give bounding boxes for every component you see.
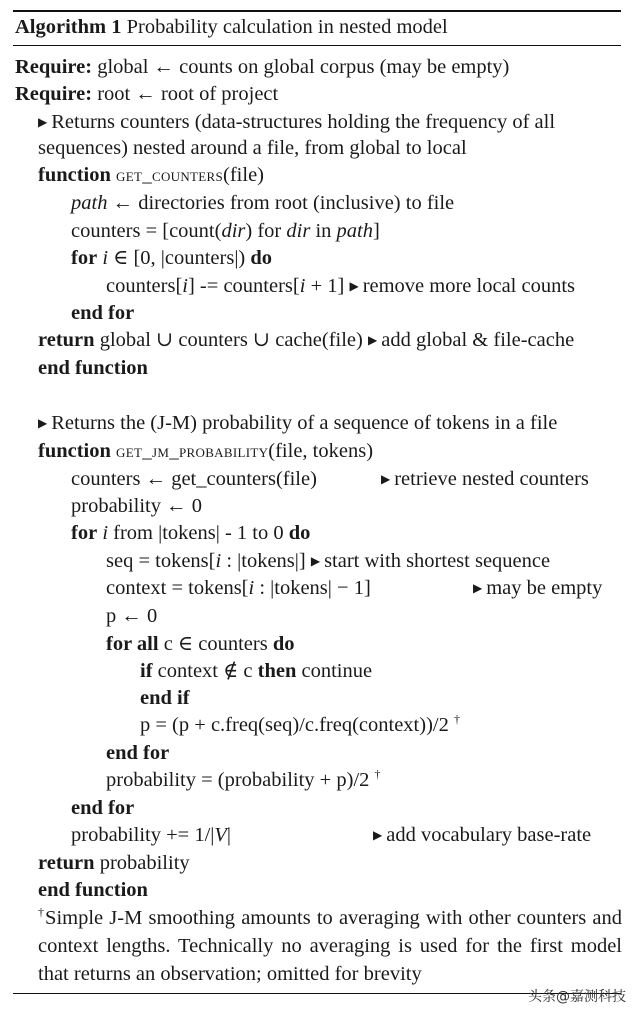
watermark: 头条@嘉测科技 [528, 989, 626, 1005]
require-root: Require: root ← root of project [15, 83, 279, 105]
algorithm-label: Algorithm 1 [15, 16, 122, 38]
algorithm-caption: Probability calculation in nested model [126, 16, 448, 38]
return-probability: return probability [38, 852, 190, 874]
vocab-comment: ▶ add vocabulary base-rate [373, 821, 591, 849]
algorithm-title [15, 16, 448, 39]
end-function-1: end function [38, 357, 148, 379]
counters-get: counters ← get_counters(file) [71, 468, 317, 490]
footnote-mark: † [38, 905, 46, 920]
footnote-text: Simple J-M smoothing amounts to averaging with other counters and context lengths. Technically no averaging is used for the first model that returns an observation; omitted for brevity [38, 907, 623, 985]
end-for-1: end for [71, 302, 135, 324]
comment-triangle-icon: ▶ [381, 472, 391, 486]
context-comment: ▶ may be empty [473, 574, 602, 602]
p-init: p ← 0 [106, 605, 158, 627]
comment-get-counters-1: ▶ Returns counters (data-structures holding the frequency of all [38, 108, 555, 136]
end-function-2: end function [38, 879, 148, 901]
context-assign: context = tokens[i : |tokens| − 1] [106, 577, 371, 599]
seq-assign: seq = tokens[i : |tokens|] ▶ start with shortest sequence [106, 547, 550, 575]
footnote [38, 904, 622, 988]
title-rule [13, 45, 621, 46]
top-rule [13, 10, 621, 12]
comment-triangle-icon: ▶ [367, 333, 378, 347]
return-global: return global ∪ counters ∪ cache(file) ▶ add global & file-cache [38, 326, 574, 354]
for-all-counters: for all c ∈ counters do [106, 633, 295, 655]
comment-triangle-icon: ▶ [373, 828, 383, 842]
counters-get-comment: ▶ retrieve nested counters [381, 465, 589, 493]
comment-triangle-icon: ▶ [38, 115, 48, 129]
dagger-mark: † [374, 767, 381, 782]
comment-get-counters-2: sequences) nested around a file, from global to local [38, 137, 467, 159]
dagger-mark: † [453, 712, 460, 727]
comment-triangle-icon: ▶ [310, 554, 321, 568]
probability-add-vocab: probability += 1/|V| [71, 824, 232, 846]
probability-init: probability ← 0 [71, 495, 202, 517]
for-counters-loop: for i ∈ [0, |counters|) do [71, 247, 273, 269]
counters-subtract: counters[i] -= counters[i + 1] ▶ remove more local counts [106, 272, 575, 300]
if-context-check: if context ∉ c then continue [140, 660, 373, 682]
comment-triangle-icon: ▶ [38, 416, 48, 430]
comment-triangle-icon: ▶ [349, 279, 359, 293]
counters-assign: counters = [count(dir) for dir in path] [71, 220, 380, 242]
function-get-jm-probability: function get_jm_probability(file, tokens) [38, 440, 374, 462]
end-for-2: end for [106, 742, 170, 764]
require-global: Require: global ← counts on global corpus (may be empty) [15, 56, 510, 78]
for-tokens-loop: for i from |tokens| - 1 to 0 do [71, 522, 311, 544]
function-get-counters: function get_counters(file) [38, 164, 265, 186]
end-if: end if [140, 687, 190, 709]
end-for-3: end for [71, 797, 135, 819]
comment-jm-probability: ▶ Returns the (J-M) probability of a sequence of tokens in a file [38, 409, 557, 437]
path-assign: path ← directories from root (inclusive) to file [71, 192, 455, 214]
p-update: p = (p + c.freq(seq)/c.freq(context))/2 † [140, 712, 460, 736]
probability-update: probability = (probability + p)/2 † [106, 767, 381, 791]
comment-triangle-icon: ▶ [473, 581, 483, 595]
